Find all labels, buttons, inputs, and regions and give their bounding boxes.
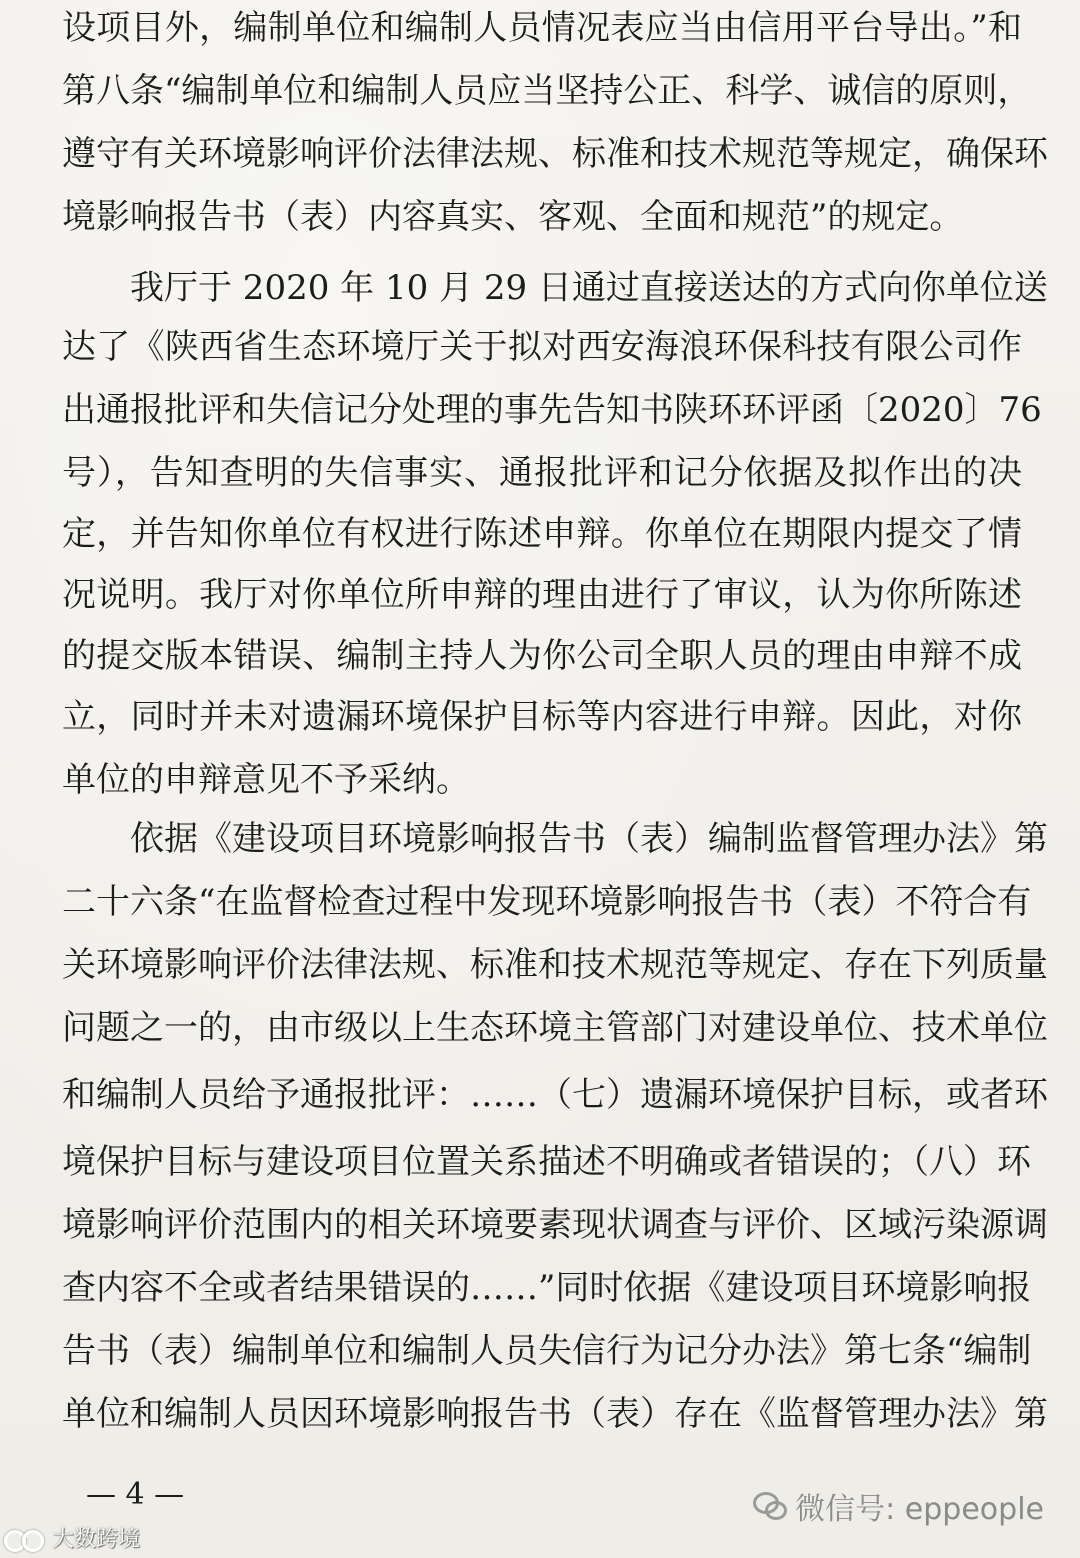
text-line: 达了《陕西省生态环境厅关于拟对西安海浪环保科技有限公司作: [62, 327, 1022, 367]
text-line: 境影响评价范围内的相关环境要素现状调查与评价、区域污染源调: [62, 1205, 1048, 1245]
text-line: 依据《建设项目环境影响报告书（表）编制监督管理办法》第: [130, 819, 1048, 859]
text-line: 境保护目标与建设项目位置关系描述不明确或者错误的；（八）环: [62, 1142, 1031, 1182]
text-line: 我厅于 2020 年 10 月 29 日通过直接送达的方式向你单位送: [130, 268, 1048, 308]
text-line: 第八条“编制单位和编制人员应当坚持公正、科学、诚信的原则，: [62, 71, 1032, 111]
text-line: 二十六条“在监督检查过程中发现环境影响报告书（表）不符合有: [62, 882, 1032, 922]
text-line: 立，同时并未对遗漏环境保护目标等内容进行申辩。因此，对你: [62, 697, 1022, 737]
text-line: 问题之一的，由市级以上生态环境主管部门对建设单位、技术单位: [62, 1008, 1048, 1048]
text-line: 况说明。我厅对你单位所申辩的理由进行了审议，认为你所陈述: [62, 575, 1022, 615]
text-line: 定，并告知你单位有权进行陈述申辩。你单位在期限内提交了情: [62, 514, 1022, 554]
brand-logo-icon: [4, 1526, 48, 1550]
text-line: 和编制人员给予通报批评：……（七）遗漏环境保护目标，或者环: [62, 1075, 1048, 1115]
text-line: 遵守有关环境影响评价法律法规、标准和技术规范等规定，确保环: [62, 134, 1048, 174]
wechat-icon: [753, 1492, 787, 1520]
text-line: 告书（表）编制单位和编制人员失信行为记分办法》第七条“编制: [62, 1331, 1032, 1371]
text-line: 设项目外，编制单位和编制人员情况表应当由信用平台导出。”和: [62, 8, 1022, 48]
text-line: 单位的申辩意见不予采纳。: [62, 760, 470, 800]
text-line: 关环境影响评价法律法规、标准和技术规范等规定、存在下列质量: [62, 945, 1048, 985]
text-line: 查内容不全或者结果错误的……”同时依据《建设项目环境影响报: [62, 1268, 1032, 1308]
text-line: 境影响报告书（表）内容真实、客观、全面和规范”的规定。: [62, 197, 964, 237]
text-line: 单位和编制人员因环境影响报告书（表）存在《监督管理办法》第: [62, 1394, 1048, 1434]
text-line: 出通报批评和失信记分处理的事先告知书陕环环评函〔2020〕76: [62, 390, 1042, 430]
text-line: 号），告知查明的失信事实、通报批评和记分依据及拟作出的决: [62, 453, 1022, 493]
brand-watermark-text: 大数跨境: [52, 1527, 141, 1552]
brand-watermark: [4, 1522, 140, 1553]
page-number: — 4 —: [86, 1477, 185, 1512]
wechat-id-text: 微信号: eppeople: [795, 1492, 1044, 1527]
wechat-watermark: [753, 1484, 1044, 1528]
text-line: 的提交版本错误、编制主持人为你公司全职人员的理由申辩不成: [62, 636, 1022, 676]
